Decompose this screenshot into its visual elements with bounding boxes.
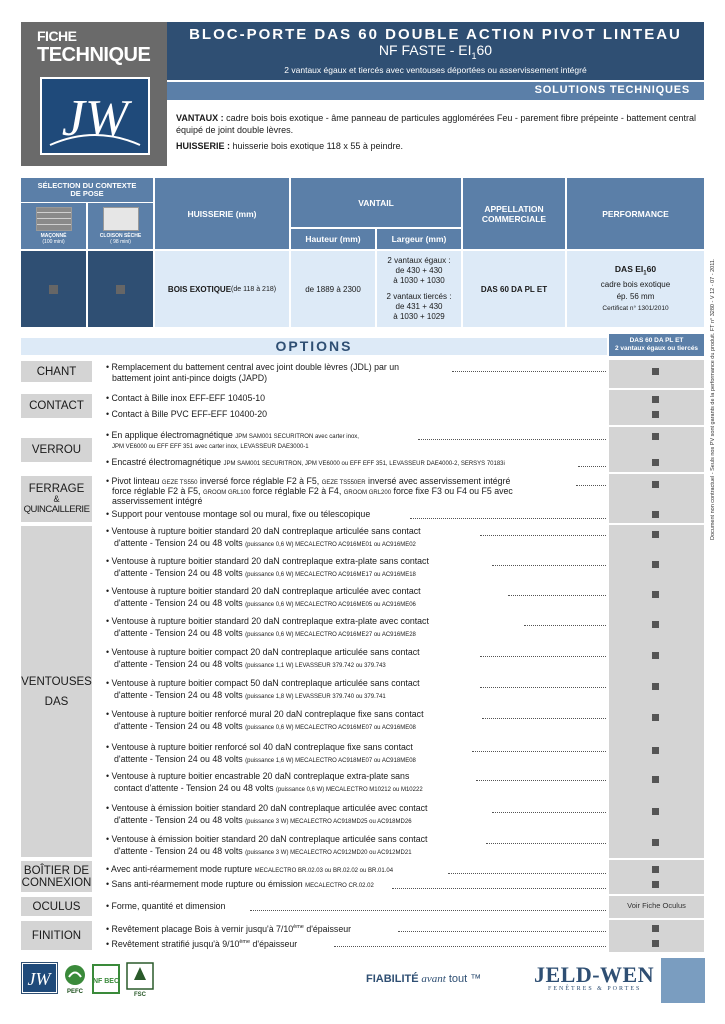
jeldwen-logo: JELD-WEN	[534, 962, 655, 987]
dot-leader	[480, 534, 606, 536]
dot-leader	[418, 438, 606, 440]
checked-marker	[652, 459, 659, 466]
checked-marker	[652, 368, 659, 375]
dot-leader	[392, 887, 606, 889]
option-line: force réglable F2 à F5, GROOM GRL100 force réglable F2 à F4, GROOM GRL200 force fixe F3 ou F4 ou F5 avec	[112, 486, 513, 496]
option-line: • Remplacement du battement central avec joint double lèvres (JDL) par un	[106, 362, 400, 372]
dot-leader	[398, 930, 606, 932]
option-line: d'attente - Tension 24 ou 48 volts (puissance 0,6 W) MECALECTRO AC916ME01 ou AC916ME02	[114, 538, 416, 548]
option-line: • Support pour ventouse montage sol ou mural, fixe ou télescopique	[106, 509, 371, 519]
dot-leader	[452, 370, 606, 372]
dot-leader	[524, 624, 606, 626]
dot-leader	[492, 564, 606, 566]
checked-marker	[652, 776, 659, 783]
checked-marker	[652, 481, 659, 488]
largeur-header: Largeur (mm)	[377, 229, 461, 249]
maconne-cell: MAÇONNÉ (100 mini)	[21, 203, 86, 249]
dot-leader	[482, 717, 606, 719]
cloison-select[interactable]	[88, 251, 153, 327]
jw-logo-graphic	[42, 79, 148, 153]
checked-marker	[652, 808, 659, 815]
dot-leader	[492, 811, 606, 813]
option-line: d'attente - Tension 24 ou 48 volts (puissance 1,8 W) LEVASSEUR 379.740 ou 379.741	[114, 690, 386, 700]
category-ventouses: VENTOUSES DAS	[21, 526, 92, 857]
divider	[21, 523, 704, 525]
category-oculus: OCULUS	[21, 897, 92, 916]
oculus-value[interactable]: Voir Fiche Oculus	[627, 901, 686, 910]
option-line: • Revêtement stratifié jusqu'à 9/10ème d'épaisseur	[106, 938, 298, 949]
svg-text:NF BEC: NF BEC	[92, 978, 120, 985]
solutions-label: SOLUTIONS TECHNIQUES	[534, 84, 690, 96]
divider	[21, 918, 704, 920]
dot-leader	[410, 517, 606, 519]
svg-text:FSC: FSC	[134, 992, 146, 998]
checked-marker	[652, 561, 659, 568]
option-line: • En applique électromagnétique JPM SAM001 SECURITRON avec carter inox,	[106, 430, 359, 440]
option-line: • Ventouse à rupture boitier standard 20 daN contreplaque articulée avec contact	[106, 586, 421, 596]
option-line: • Pivot linteau GEZE TS550 inversé force réglable F2 à F5, GEZE TS550ER inversé avec asservissement intégré	[106, 476, 511, 486]
checked-marker	[652, 839, 659, 846]
dot-leader	[508, 594, 606, 596]
appellation-header: APPELLATION COMMERCIALE	[463, 178, 565, 249]
dot-leader	[448, 872, 606, 874]
dot-leader	[480, 686, 606, 688]
option-line: d'attente - Tension 24 ou 48 volts (puissance 0,6 W) MECALECTRO AC916ME07 ou AC916ME08	[114, 721, 416, 731]
selection-header: SÉLECTION DU CONTEXTE DE POSE	[21, 178, 153, 202]
checkbox-icon	[49, 285, 58, 294]
category-boitier: BOÎTIER DE CONNEXION	[21, 861, 92, 892]
option-line: • Ventouse à rupture boitier standard 20 daN contreplaque extra-plate avec contact	[106, 616, 429, 626]
fsc-logo	[126, 962, 154, 998]
divider	[21, 472, 704, 474]
huisserie-value: BOIS EXOTIQUE (de 118 à 218)	[155, 251, 289, 327]
checked-marker	[652, 652, 659, 659]
option-line: asservissement intégré	[112, 496, 203, 506]
jw-footer-logo	[21, 962, 58, 994]
header-badge	[21, 22, 167, 166]
dot-leader	[250, 909, 606, 911]
cloison-icon	[103, 207, 139, 231]
checked-marker	[652, 396, 659, 403]
side-disclaimer: Document non contractuel - Seuls nos PV sont garants de la performance du produit. FT n° 3280 - V 12 - 07 - 2011.	[710, 258, 716, 540]
checkbox-icon	[116, 285, 125, 294]
pefc-logo	[63, 964, 87, 994]
option-line: • Revêtement placage Bois à vernir jusqu'à 7/10ème d'épaisseur	[106, 923, 352, 934]
svg-text:JW: JW	[27, 969, 51, 989]
option-line: • Ventouse à rupture boitier renforcé mural 20 daN contreplaque fixe sans contact	[106, 709, 424, 719]
jeldwen-subtitle: FENÊTRES & PORTES	[548, 986, 642, 992]
vantaux-desc: VANTAUX : cadre bois bois exotique - âme panneau de particules agglomérées Feu - parement fibre prépeinte - battement central équipé de joint double lèvres.	[176, 113, 696, 135]
checked-marker	[652, 411, 659, 418]
footer-accent-square	[661, 958, 705, 1003]
svg-text:PEFC: PEFC	[66, 989, 84, 994]
option-line: • Avec anti-réarmement mode rupture MECALECTRO BR.02.03 ou BR.02.02 ou BR.01.04	[106, 864, 394, 874]
option-line: d'attente - Tension 24 ou 48 volts (puissance 0,6 W) MECALECTRO AC916ME05 ou AC916ME06	[114, 598, 416, 608]
category-chant: CHANT	[21, 361, 92, 382]
performance-value: DAS $EI_160$ cadre bois exotique ép. 56 mm Certificat n° 1301/2010	[567, 251, 704, 327]
option-line: • Ventouse à émission boitier standard 20 daN contreplaque articulée sans contact	[106, 834, 428, 844]
option-line: d'attente - Tension 24 ou 48 volts (puissance 3 W) MECALECTRO AC918MD25 ou AC918MD26	[114, 815, 412, 825]
checked-marker	[652, 683, 659, 690]
category-verrou: VERROU	[21, 438, 92, 462]
footer-slogan: FIABILITÉ avant tout ™	[366, 973, 482, 985]
option-line: d'attente - Tension 24 ou 48 volts (puissance 0,6 W) MECALECTRO AC916ME17 ou AC916ME18	[114, 568, 416, 578]
option-line: • Ventouse à rupture boitier compact 50 daN contreplaque articulée sans contact	[106, 678, 420, 688]
dot-leader	[476, 779, 606, 781]
checked-marker	[652, 747, 659, 754]
cloison-cell: CLOISON SÈCHE ( 98 mini)	[88, 203, 153, 249]
category-ferrage: FERRAGE & QUINCAILLERIE	[21, 476, 92, 522]
vantail-header: VANTAIL	[291, 178, 461, 227]
largeur-value: 2 vantaux égaux : de 430 + 430 à 1030 + 1030 2 vantaux tiercés : de 431 + 430 à 1030 + 1029	[377, 251, 461, 327]
checked-marker	[652, 433, 659, 440]
dot-leader	[334, 945, 606, 947]
dot-leader	[578, 465, 606, 467]
maconne-icon	[36, 207, 72, 231]
svg-text:JW: JW	[61, 90, 129, 147]
option-line: • Sans anti-réarmement mode rupture ou émission MECALECTRO CR.02.02	[106, 879, 374, 889]
huisserie-header: HUISSERIE (mm)	[155, 178, 289, 249]
category-finition: FINITION	[21, 921, 92, 950]
hauteur-header: Hauteur (mm)	[291, 229, 375, 249]
options-title: OPTIONS	[275, 338, 353, 354]
checked-marker	[652, 940, 659, 947]
divider	[21, 388, 704, 390]
title-block	[167, 22, 704, 80]
performance-header: PERFORMANCE	[567, 178, 704, 249]
option-line: d'attente - Tension 24 ou 48 volts (puissance 1,1 W) LEVASSEUR 379.742 ou 379.743	[114, 659, 386, 669]
option-line: d'attente - Tension 24 ou 48 volts (puissance 3 W) MECALECTRO AC912MD20 ou AC912MD21	[114, 846, 412, 856]
options-column-header: DAS 60 DA PL ET 2 vantaux égaux ou tiercés	[609, 334, 704, 356]
checked-marker	[652, 531, 659, 538]
category-contact: CONTACT	[21, 394, 92, 418]
option-line: contact d'attente - Tension 24 ou 48 volts (puissance 0,6 W) MECALECTRO M10212 ou M10222	[114, 783, 423, 793]
options-bar	[21, 338, 607, 355]
option-line: • Contact à Bille inox EFF-EFF 10405-10	[106, 393, 266, 403]
checked-marker	[652, 925, 659, 932]
option-line: • Ventouse à rupture boitier standard 20 daN contreplaque articulée sans contact	[106, 526, 421, 536]
nf-logo	[92, 964, 120, 994]
option-line: • Encastré électromagnétique JPM SAM001 SECURITRON, JPM VE6000 ou EFF EFF 351, LEVASSEUR DAE4000-2, SERSYS 70183i	[106, 457, 505, 467]
page-tagline: 2 vantaux égaux et tiercés avec ventouses déportées ou asservissement intégré	[284, 65, 587, 75]
hauteur-value: de 1889 à 2300	[291, 251, 375, 327]
description	[176, 112, 706, 152]
checked-marker	[652, 511, 659, 518]
page-subtitle: NF FASTE - $EI_160$	[378, 42, 493, 61]
option-line: JPM VE6000 ou EFF EFF 351 avec carter inox, LEVASSEUR DAE3000-1	[112, 444, 309, 450]
dot-leader	[576, 484, 606, 486]
jw-logo	[40, 77, 150, 155]
divider	[21, 425, 704, 427]
dot-leader	[472, 750, 606, 752]
appellation-value: DAS 60 DA PL ET	[463, 251, 565, 327]
option-line: • Forme, quantité et dimension	[106, 901, 226, 911]
checked-marker	[652, 866, 659, 873]
page-title: BLOC-PORTE DAS 60 DOUBLE ACTION PIVOT LINTEAU	[189, 26, 682, 43]
option-line: • Ventouse à rupture boitier compact 20 daN contreplaque articulée sans contact	[106, 647, 420, 657]
maconne-select[interactable]	[21, 251, 86, 327]
option-line: d'attente - Tension 24 ou 48 volts (puissance 1,6 W) MECALECTRO AC918ME07 ou AC918ME08	[114, 754, 416, 764]
huisserie-desc: HUISSERIE : huisserie bois exotique 118 x 55 à peindre.	[176, 141, 403, 151]
checked-marker	[652, 621, 659, 628]
option-line: • Contact à Bille PVC EFF-EFF 10400-20	[106, 409, 267, 419]
fiche-label: FICHE	[37, 28, 77, 44]
option-line: • Ventouse à émission boitier standard 20 daN contreplaque articulée avec contact	[106, 803, 428, 813]
checked-marker	[652, 714, 659, 721]
option-line: • Ventouse à rupture boitier standard 20 daN contreplaque extra-plate sans contact	[106, 556, 429, 566]
checked-marker	[652, 591, 659, 598]
technique-label: TECHNIQUE	[37, 44, 151, 66]
checked-marker	[652, 881, 659, 888]
dot-leader	[486, 842, 606, 844]
solutions-bar	[167, 82, 704, 100]
option-line: • Ventouse à rupture boitier renforcé sol 40 daN contreplaque fixe sans contact	[106, 742, 413, 752]
option-line: battement joint anti-pince doigts (JAPD)	[112, 373, 267, 383]
dot-leader	[480, 655, 606, 657]
option-line: • Ventouse à rupture boitier encastrable 20 daN contreplaque extra-plate sans	[106, 771, 410, 781]
option-line: d'attente - Tension 24 ou 48 volts (puissance 0,6 W) MECALECTRO AC916ME27 ou AC916ME28	[114, 628, 416, 638]
divider	[21, 894, 704, 896]
